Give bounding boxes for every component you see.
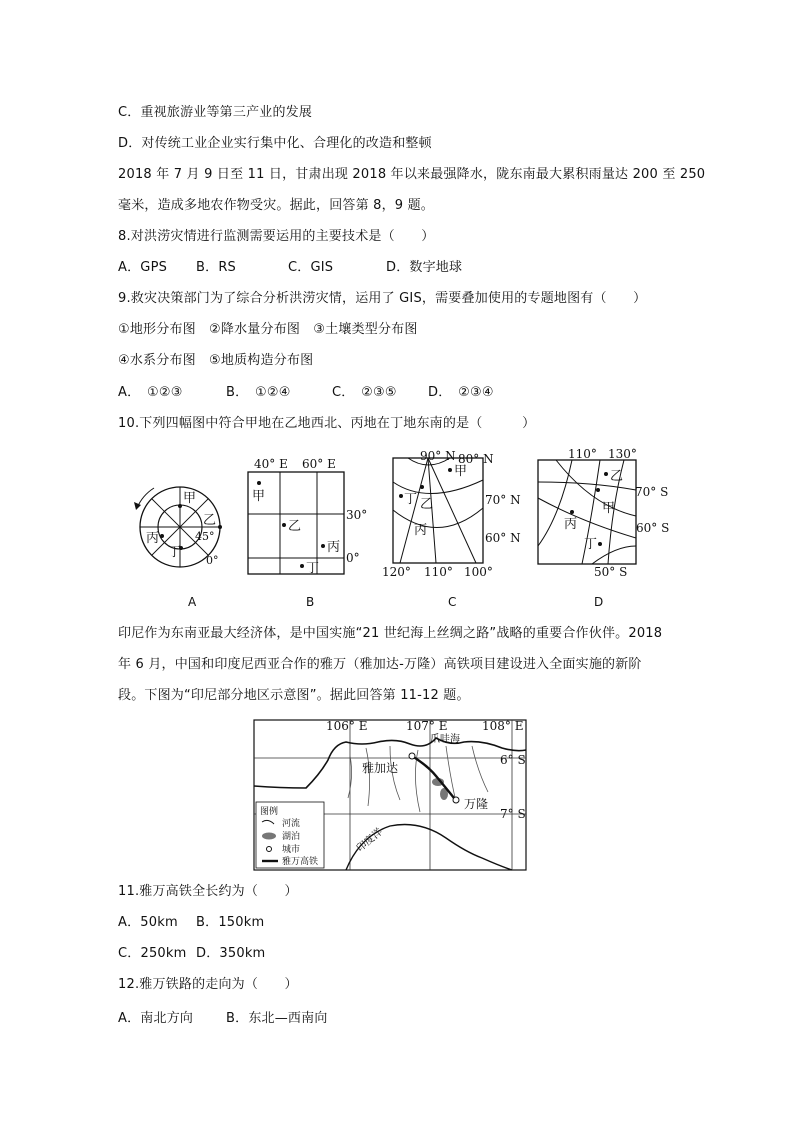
q8-option-b: B．RS — [196, 260, 237, 275]
map-b-lon60: 60° E — [302, 457, 336, 471]
map-a-bing: 丙 — [146, 531, 160, 546]
map-d-yi: 乙 — [610, 469, 624, 484]
legend-city: 城市 — [282, 845, 301, 855]
indo-bandung: 万隆 — [464, 797, 489, 811]
indonesia-intro-line2: 年 6 月，中国和印度尼西亚合作的雅万（雅加达-万隆）高铁项目建设进入全面实施的新阶 — [118, 657, 642, 672]
q12-options — [118, 1010, 328, 1028]
caption-d: D — [594, 595, 604, 609]
map-a-yi: 乙 — [203, 513, 217, 528]
map-b-lat0: 0° — [346, 551, 360, 565]
map-b-bing: 丙 — [327, 540, 341, 555]
legend-river: 河流 — [282, 819, 301, 829]
q11-options-row2 — [118, 945, 265, 963]
map-a-ding: 丁 — [168, 545, 182, 560]
legend-lake: 湖泊 — [282, 832, 301, 842]
flood-intro-line1: 2018 年 7 月 9 日至 11 日，甘肃出现 2018 年以来最强降水，陇东南最大累积雨量达 200 至 250 — [118, 167, 706, 182]
q9-list-line2: ④水系分布图 ⑤地质构造分布图 — [118, 353, 314, 368]
q9-option-a: A． ①②③ — [118, 385, 183, 400]
q8-stem: 8.对洪涝灾情进行监测需要运用的主要技术是（ ） — [118, 229, 435, 244]
flood-intro-line2: 毫米，造成多地农作物受灾。据此，回答第 8，9 题。 — [118, 198, 435, 213]
map-a-45: 45° — [195, 530, 215, 543]
q12-stem: 12.雅万铁路的走向为（ ） — [118, 977, 298, 992]
map-b-yi: 乙 — [288, 519, 302, 534]
indo-lon106: 106° E — [326, 719, 368, 733]
indo-java-sea: 爪哇海 — [430, 734, 460, 745]
q11-stem: 11.雅万高铁全长约为（ ） — [118, 884, 298, 899]
map-c-100: 100° — [464, 565, 493, 579]
caption-b: B — [306, 595, 315, 609]
caption-a: A — [188, 595, 197, 609]
q11-option-c: C．250km — [118, 946, 187, 961]
map-b-jia: 甲 — [252, 489, 266, 504]
q7-option-d: D．对传统工业企业实行集中化、合理化的改造和整顿 — [118, 136, 432, 151]
map-c-120: 120° — [382, 565, 411, 579]
q9-option-b: B． ①②④ — [226, 385, 291, 400]
map-c-80n: 80° N — [458, 452, 494, 466]
map-c-60n: 60° N — [485, 531, 521, 545]
q10-map-a — [128, 480, 228, 578]
q12-option-a: A．南北方向 — [118, 1011, 194, 1026]
q8-option-a: A．GPS — [118, 260, 168, 275]
map-d-ding: 丁 — [584, 537, 598, 552]
legend-rail: 雅万高铁 — [282, 857, 319, 867]
map-c-yi: 乙 — [420, 497, 434, 512]
q11-option-d: D．350km — [196, 946, 266, 961]
q8-option-d: D．数字地球 — [386, 260, 463, 275]
q10-map-c — [378, 448, 528, 580]
indonesia-map — [250, 716, 540, 874]
indo-lon108: 108° E — [482, 719, 524, 733]
map-b-lat30: 30° — [346, 508, 368, 522]
map-c-ding: 丁 — [404, 492, 418, 507]
map-d-110: 110° — [568, 447, 597, 461]
map-d-50s: 50° S — [594, 565, 628, 579]
legend-title: 图例 — [260, 807, 279, 817]
indo-lon107: 107° E — [406, 719, 448, 733]
q10-map-b — [232, 452, 374, 582]
q7-option-c: C．重视旅游业等第三产业的发展 — [118, 105, 313, 120]
indonesia-intro-line1: 印尼作为东南亚最大经济体，是中国实施“21 世纪海上丝绸之路”战略的重要合作伙伴。2018 — [118, 626, 663, 641]
q12-option-b: B．东北—西南向 — [226, 1011, 328, 1026]
indo-ocean: 印度洋 — [354, 826, 385, 855]
indo-jakarta: 雅加达 — [362, 761, 399, 775]
q8-option-c: C．GIS — [288, 260, 334, 275]
q9-options — [118, 384, 494, 402]
map-c-jia: 甲 — [454, 464, 468, 479]
map-a-jia: 甲 — [183, 491, 197, 506]
caption-c: C — [448, 595, 457, 609]
map-a-0: 0° — [206, 554, 219, 567]
map-d-bing: 丙 — [564, 517, 578, 532]
q11-option-a: A．50km — [118, 915, 178, 930]
map-d-jia: 甲 — [602, 501, 616, 516]
map-b-ding: 丁 — [306, 561, 320, 576]
map-d-70s: 70° S — [635, 485, 669, 499]
map-b-lon40: 40° E — [254, 457, 288, 471]
q9-option-d: D． ②③④ — [428, 385, 494, 400]
map-d-130: 130° — [608, 447, 637, 461]
q9-stem: 9.救灾决策部门为了综合分析洪涝灾情，运用了 GIS，需要叠加使用的专题地图有（ ） — [118, 291, 647, 306]
q10-map-d — [532, 446, 692, 580]
map-d-60s: 60° S — [636, 521, 670, 535]
indo-lat6: 6° S — [500, 753, 526, 767]
map-c-70n: 70° N — [485, 493, 521, 507]
q9-list-line1: ①地形分布图 ②降水量分布图 ③土壤类型分布图 — [118, 322, 418, 337]
map-c-90n: 90° N — [420, 449, 456, 463]
map-c-bing: 丙 — [414, 523, 428, 538]
indo-lat7: 7° S — [500, 807, 526, 821]
q11-options-row1 — [118, 914, 264, 932]
indonesia-intro-line3: 段。下图为“印尼部分地区示意图”。据此回答第 11-12 题。 — [118, 688, 470, 703]
q10-stem: 10.下列四幅图中符合甲地在乙地西北、丙地在丁地东南的是（ ） — [118, 416, 536, 431]
q11-option-b: B．150km — [196, 915, 265, 930]
map-c-110: 110° — [424, 565, 453, 579]
q9-option-c: C． ②③⑤ — [332, 385, 397, 400]
q8-options — [118, 259, 462, 277]
